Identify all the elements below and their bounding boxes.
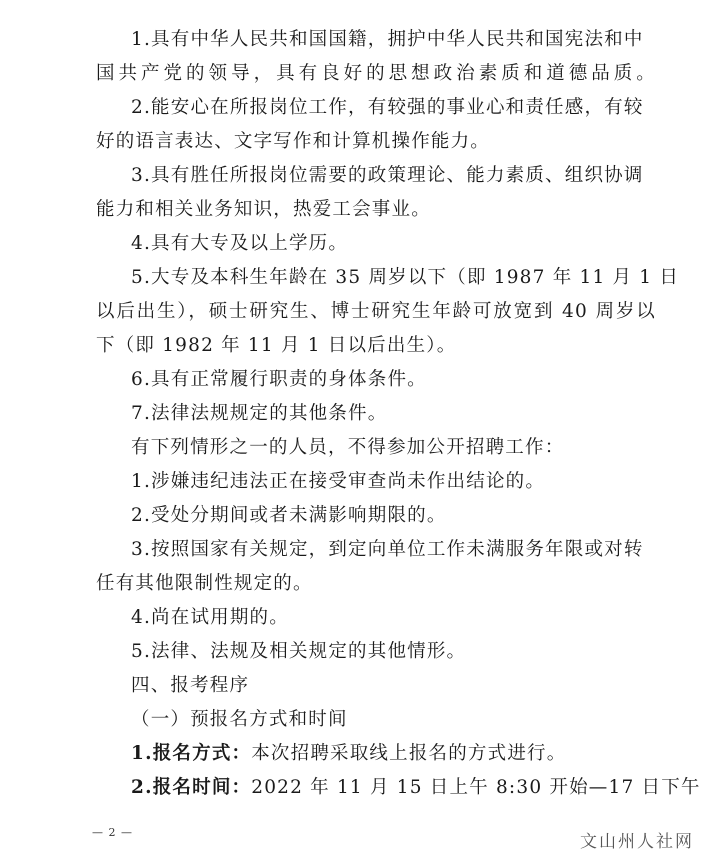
- text-line: 4.尚在试用期的。: [131, 607, 289, 628]
- bold-label: 1.报名方式：: [131, 743, 252, 764]
- section-heading: 四、报考程序: [131, 675, 250, 696]
- page-number: — 2 —: [92, 826, 133, 839]
- text-line: 7.法律法规规定的其他条件。: [131, 403, 388, 424]
- text-line: 4.具有大专及以上学历。: [131, 233, 349, 254]
- text-line: 下（即 1982 年 11 月 1 日以后出生）。: [96, 335, 457, 356]
- text-line: [131, 737, 691, 771]
- text-line: 能力和相关业务知识，热爱工会事业。: [96, 199, 431, 220]
- text-line: 3.按照国家有关规定，到定向单位工作未满服务年限或对转: [131, 539, 644, 560]
- text-line: 2.能安心在所报岗位工作，有较强的事业心和责任感，有较: [131, 97, 644, 118]
- text-line: 以后出生），硕士研究生、博士研究生年龄可放宽到 40 周岁以: [96, 301, 656, 322]
- text-line: 1.涉嫌违纪违法正在接受审查尚未作出结论的。: [131, 471, 546, 492]
- text-line: 1.具有中华人民共和国国籍，拥护中华人民共和国宪法和中: [131, 29, 644, 50]
- text-line: 5.法律、法规及相关规定的其他情形。: [131, 641, 467, 662]
- bold-label: 2.报名时间：: [131, 777, 252, 798]
- subsection-heading: （一）预报名方式和时间: [131, 709, 348, 730]
- text-line: 国共产党的领导，具有良好的思想政治素质和道德品质。: [96, 63, 656, 84]
- text-line: 任有其他限制性规定的。: [96, 573, 313, 594]
- text-line: 有下列情形之一的人员，不得参加公开招聘工作：: [131, 437, 565, 458]
- text-line: 好的语言表达、文字写作和计算机操作能力。: [96, 131, 491, 152]
- text-line: 2.受处分期间或者未满影响期限的。: [131, 505, 447, 526]
- text-line: 5.大专及本科生年龄在 35 周岁以下（即 1987 年 11 月 1 日: [131, 267, 680, 288]
- line-body: 2022 年 11 月 15 日上午 8:30 开始—17 日下午: [251, 777, 701, 798]
- watermark: 文山州人社网: [580, 832, 694, 852]
- text-line: 3.具有胜任所报岗位需要的政策理论、能力素质、组织协调: [131, 165, 644, 186]
- text-line: 6.具有正常履行职责的身体条件。: [131, 369, 427, 390]
- text-line: [131, 771, 701, 805]
- line-body: 本次招聘采取线上报名的方式进行。: [251, 743, 567, 764]
